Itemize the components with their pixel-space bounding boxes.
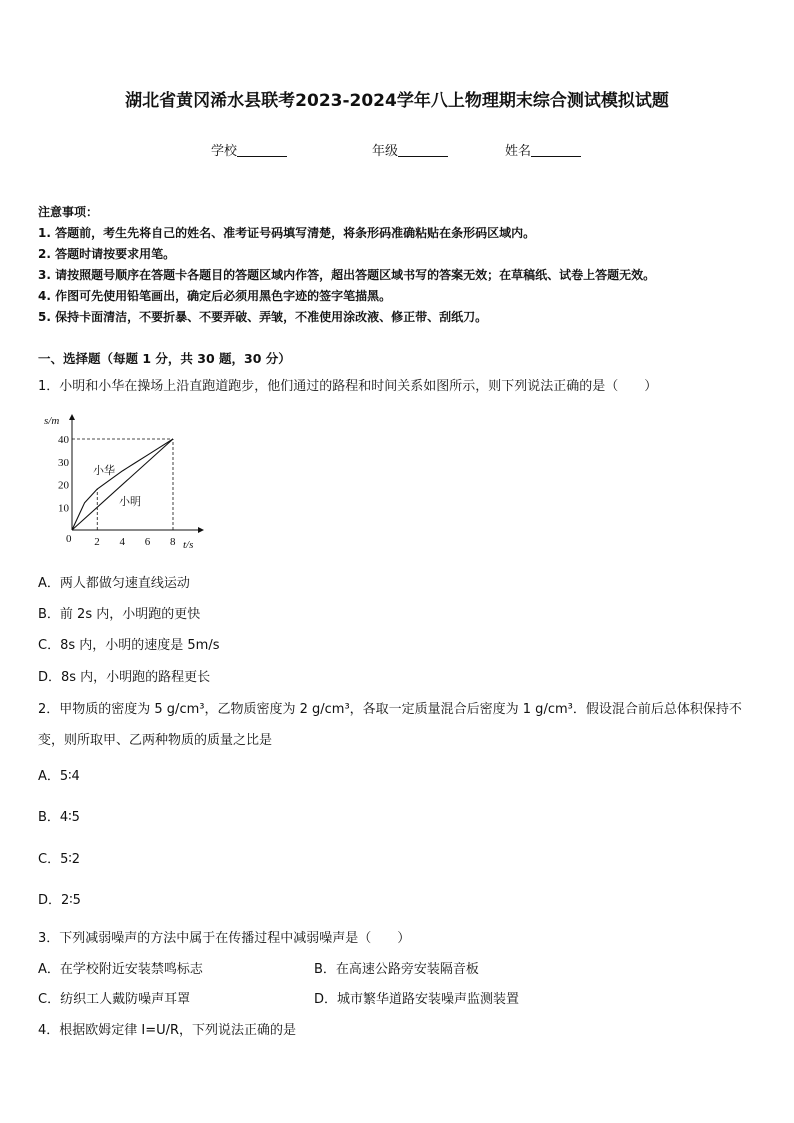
- school-label: 学校: [211, 144, 238, 159]
- y-axis-arrow: [69, 414, 75, 420]
- question-2-stem-line1: 2．甲物质的密度为 5 g/cm³，乙物质密度为 2 g/cm³，各取一定质量混合后密度为 1 g/cm³．假设混合前后总体积保持不: [38, 702, 742, 717]
- exam-title: 湖北省黄冈浠水县联考2023-2024学年八上物理期末综合测试模拟试题: [125, 91, 669, 111]
- x-axis-label: t/s: [183, 539, 194, 551]
- notice-item: 4. 作图可先使用铅笔画出，确定后必须用黑色字迹的签字笔描黑。: [38, 289, 392, 303]
- q1-option-b[interactable]: B．前 2s 内，小明跑的更快: [38, 607, 201, 622]
- q3-option-b[interactable]: B．在高速公路旁安装隔音板: [314, 962, 479, 977]
- q2-option-c[interactable]: C．5∶2: [38, 852, 81, 867]
- name-blank[interactable]: [531, 144, 581, 157]
- q3-option-d[interactable]: D．城市繁华道路安装噪声监测装置: [314, 992, 520, 1007]
- school-blank[interactable]: [237, 144, 287, 157]
- x-tick-label: 8: [170, 536, 176, 548]
- name-label: 姓名: [505, 144, 532, 159]
- q2-option-b[interactable]: B．4∶5: [38, 810, 80, 825]
- tick-labels: [58, 434, 176, 548]
- st-graph: [40, 412, 210, 557]
- x-tick-label: 2: [94, 536, 100, 548]
- x-tick-label: 6: [144, 536, 151, 548]
- q1-option-c[interactable]: C．8s 内，小明的速度是 5m/s: [38, 638, 220, 653]
- x-tick-label: 4: [119, 536, 125, 548]
- series-label-xiaohua: 小华: [93, 464, 115, 477]
- question-4-stem: 4．根据欧姆定律 I=U/R，下列说法正确的是: [38, 1023, 297, 1038]
- q1-option-a[interactable]: A．两人都做匀速直线运动: [38, 576, 190, 591]
- name-field: [505, 140, 581, 159]
- y-tick-label: 40: [58, 434, 69, 446]
- q2-option-d[interactable]: D．2∶5: [38, 893, 81, 908]
- notice-item: 5. 保持卡面清洁，不要折暴、不要弄破、弄皱，不准使用涂改液、修正带、刮纸刀。: [38, 310, 488, 324]
- notice-heading: 注意事项：: [38, 205, 99, 219]
- question-2-stem-line2: 变，则所取甲、乙两种物质的质量之比是: [38, 733, 273, 748]
- x-axis-arrow: [198, 527, 204, 533]
- q2-option-a[interactable]: A．5∶4: [38, 769, 80, 784]
- origin-label: 0: [66, 533, 72, 545]
- grade-field: [372, 140, 448, 159]
- series-label-xiaoming: 小明: [119, 495, 141, 508]
- question-3-stem: 3．下列减弱噪声的方法中属于在传播过程中减弱噪声是（ ）: [38, 931, 411, 946]
- series-line-xiaoming: [72, 439, 173, 530]
- question-1-stem: 1．小明和小华在操场上沿直跑道跑步，他们通过的路程和时间关系如图所示，则下列说法正确的是（ ）: [38, 379, 658, 394]
- q3-option-c[interactable]: C．纺织工人戴防噪声耳罩: [38, 992, 191, 1007]
- series-lines: [72, 439, 173, 530]
- notice-item: 1. 答题前，考生先将自己的姓名、准考证号码填写清楚，将条形码准确粘贴在条形码区域内。: [38, 226, 536, 240]
- q3-option-a[interactable]: A．在学校附近安装禁鸣标志: [38, 962, 203, 977]
- section-heading: 一、选择题（每题 1 分，共 30 题，30 分）: [38, 351, 291, 366]
- y-axis-label: s/m: [44, 415, 60, 427]
- y-tick-label: 30: [58, 456, 69, 469]
- grade-blank[interactable]: [398, 144, 448, 157]
- y-tick-label: 20: [58, 479, 69, 492]
- y-tick-label: 10: [58, 502, 69, 515]
- school-field: [211, 140, 287, 159]
- notice-item: 3. 请按照题号顺序在答题卡各题目的答题区域内作答，超出答题区域书写的答案无效；在草稿纸、试卷上答题无效。: [38, 268, 656, 282]
- q1-option-d[interactable]: D．8s 内，小明跑的路程更长: [38, 670, 211, 685]
- notice-item: 2. 答题时请按要求用笔。: [38, 247, 176, 261]
- grade-label: 年级: [372, 144, 399, 159]
